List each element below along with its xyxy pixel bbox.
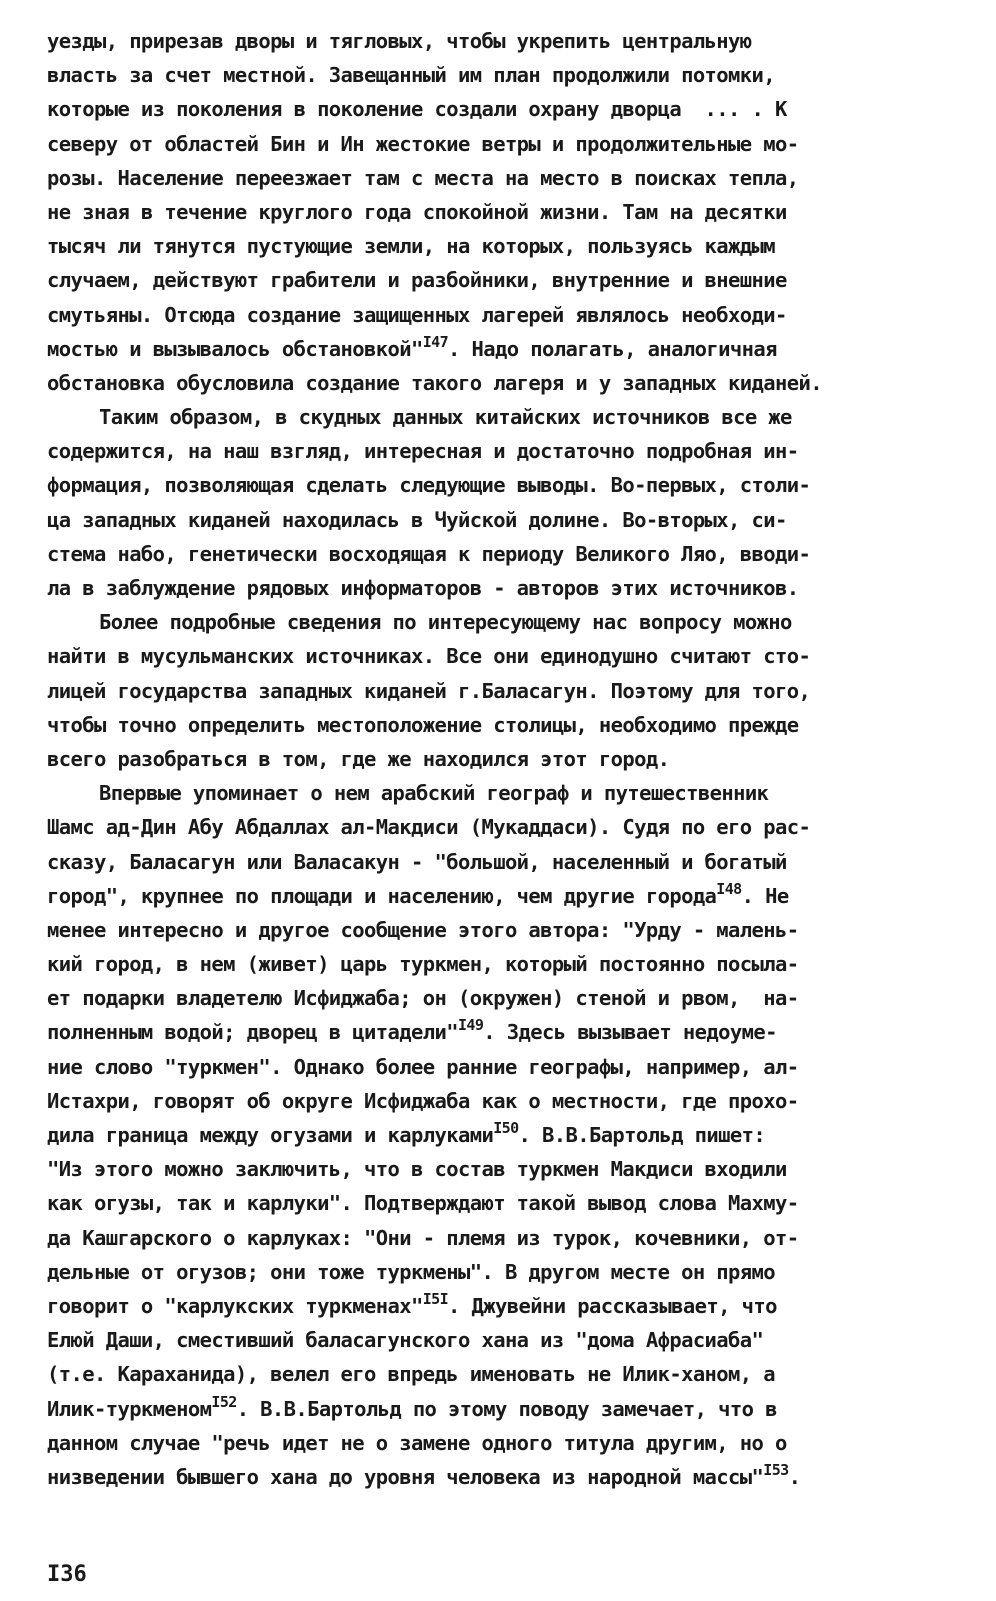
text-line xyxy=(47,639,967,673)
line-text: Таким образом, в скудных данных китайских источников все же xyxy=(99,405,792,430)
line-text: Илик-туркменом xyxy=(47,1396,212,1421)
text-line xyxy=(47,92,967,126)
line-text: власть за счет местной. Завещанный им план продолжили потомки, xyxy=(47,63,776,88)
line-text-continued: . В.В.Бартольд пишет: xyxy=(518,1123,766,1147)
text-line xyxy=(47,298,967,332)
line-text: Елюй Даши, сместивший баласагунского хана из "дома Афрасиаба" xyxy=(47,1328,764,1353)
text-line xyxy=(47,537,967,571)
text-line xyxy=(47,605,967,639)
footnote-reference: I5I xyxy=(422,1289,449,1308)
line-text: северу от областей Бин и Ин жестокие ветры и продолжительные мо- xyxy=(47,131,799,156)
footnote-reference: I52 xyxy=(211,1392,237,1411)
text-line xyxy=(47,400,967,434)
text-line xyxy=(47,1289,967,1323)
text-line xyxy=(47,24,967,58)
line-text: низведении бывшего хана до уровня человека из народной массы" xyxy=(47,1464,764,1489)
line-text: найти в мусульманских источниках. Все они единодушно считают сто- xyxy=(47,644,811,669)
line-text: обстановка обусловила создание такого лагеря и у западных киданей. xyxy=(47,370,822,395)
text-line xyxy=(47,947,967,981)
footnote-reference: I47 xyxy=(422,332,449,351)
text-line xyxy=(47,1426,967,1460)
text-line xyxy=(47,195,967,229)
text-line xyxy=(47,229,967,263)
line-text: тысяч ли тянутся пустующие земли, на которых, пользуясь каждым xyxy=(47,234,776,259)
text-line xyxy=(47,127,967,161)
line-text-continued: . Джувейни рассказывает, что xyxy=(448,1293,777,1318)
text-line xyxy=(47,1460,967,1494)
line-text: которые из поколения в поколение создали охрану дворца ... . К xyxy=(47,97,787,122)
line-text: город", крупнее по площади и населению, чем другие города xyxy=(47,883,717,908)
text-line xyxy=(47,845,967,879)
line-text: всего разобраться в том, где же находился этот город. xyxy=(47,746,670,771)
line-text: менее интересно и другое сообщение этого автора: "Урду - малень- xyxy=(47,917,799,942)
line-text: данном случае "речь идет не о замене одного титула другим, но о xyxy=(47,1430,787,1455)
line-text: ние слово "туркмен". Однако более ранние географы, например, ал- xyxy=(47,1054,799,1079)
text-line xyxy=(47,1084,967,1118)
line-text: мостью и вызывалось обстановкой" xyxy=(47,336,423,361)
line-text-continued: . Не xyxy=(741,883,789,908)
line-text: ла в заблуждение рядовых информаторов - авторов этих источников. xyxy=(47,576,799,600)
footnote-reference: I49 xyxy=(457,1016,484,1035)
line-text: полненным водой; дворец в цитадели" xyxy=(47,1020,458,1045)
text-line xyxy=(47,1118,967,1152)
line-text: ет подарки владетелю Исфиджаба; он (окружен) стеной и рвом, на- xyxy=(47,986,799,1011)
line-text: уезды, прирезав дворы и тягловых, чтобы укрепить центральную xyxy=(47,29,752,53)
text-line xyxy=(47,161,967,195)
line-text: лицей государства западных киданей г.Баласагун. Поэтому для того, xyxy=(47,678,811,703)
line-text: кий город, в нем (живет) царь туркмен, который постоянно посыла- xyxy=(47,952,799,977)
text-line xyxy=(47,468,967,502)
text-line xyxy=(47,1357,967,1391)
text-line xyxy=(47,434,967,468)
text-line xyxy=(47,879,967,913)
text-line xyxy=(47,1015,967,1049)
line-text: содержится, на наш взгляд, интересная и достаточно подробная ин- xyxy=(47,439,799,464)
text-line xyxy=(47,981,967,1015)
line-text: смутьяны. Отсюда создание защищенных лагерей являлось необходи- xyxy=(47,302,787,327)
text-line xyxy=(47,503,967,537)
text-line xyxy=(47,1323,967,1357)
line-text: (т.е. Караханида), велел его впредь именовать не Илик-ханом, а xyxy=(47,1362,776,1387)
text-line xyxy=(47,1152,967,1186)
text-line xyxy=(47,571,967,605)
text-line xyxy=(47,263,967,297)
line-text: как огузы, так и карлуки". Подтверждают такой вывод слова Махму- xyxy=(47,1191,799,1216)
page-number: I36 xyxy=(47,1562,87,1587)
text-line xyxy=(47,58,967,92)
text-line xyxy=(47,810,967,844)
line-text: говорит о "карлукских туркменах" xyxy=(47,1293,423,1318)
line-text: розы. Население переезжает там с места на место в поисках тепла, xyxy=(47,165,799,190)
line-text: Более подробные сведения по интересующему нас вопросу можно xyxy=(99,610,792,635)
text-line xyxy=(47,674,967,708)
line-text-continued: . xyxy=(788,1464,801,1489)
footnote-reference: I48 xyxy=(716,879,742,898)
text-line xyxy=(47,1255,967,1289)
text-line xyxy=(47,366,967,400)
text-line xyxy=(47,742,967,776)
text-line xyxy=(47,1050,967,1084)
text-line xyxy=(47,332,967,366)
document-page xyxy=(47,24,967,1494)
footnote-reference: I50 xyxy=(493,1119,519,1137)
line-text: Истахри, говорят об округе Исфиджаба как о местности, где прохо- xyxy=(47,1088,799,1113)
line-text: Впервые упоминает о нем арабский географ и путешественник xyxy=(99,781,769,806)
text-line xyxy=(47,708,967,742)
line-text: формация, позволяющая сделать следующие выводы. Во-первых, столи- xyxy=(47,473,811,498)
line-text: не зная в течение круглого года спокойной жизни. Там на десятки xyxy=(47,199,787,224)
text-line xyxy=(47,1186,967,1220)
text-line xyxy=(47,1392,967,1426)
line-text: сказу, Баласагун или Валасакун - "большой, населенный и богатый xyxy=(47,849,787,874)
line-text: чтобы точно определить местоположение столицы, необходимо прежде xyxy=(47,712,799,737)
line-text: да Кашгарского о карлуках: "Они - племя из турок, кочевники, от- xyxy=(47,1225,799,1250)
line-text: "Из этого можно заключить, что в состав туркмен Макдиси входили xyxy=(47,1157,787,1182)
line-text-continued: . Здесь вызывает недоуме- xyxy=(483,1020,777,1045)
line-text: стема набо, генетически восходящая к периоду Великого Ляо, вводи- xyxy=(47,541,811,566)
text-line xyxy=(47,913,967,947)
line-text: Шамс ад-Дин Абу Абдаллах ал-Макдиси (Мукаддаси). Судя по его рас- xyxy=(47,815,811,840)
footnote-reference: I53 xyxy=(763,1460,789,1479)
line-text: дила граница между огузами и карлуками xyxy=(47,1123,494,1147)
line-text-continued: . В.В.Бартольд по этому поводу замечает, что в xyxy=(236,1396,777,1421)
line-text: ца западных киданей находилась в Чуйской долине. Во-вторых, си- xyxy=(47,507,787,532)
line-text-continued: . Надо полагать, аналогичная xyxy=(448,336,777,361)
text-line xyxy=(47,776,967,810)
line-text: дельные от огузов; они тоже туркмены". В другом месте он прямо xyxy=(47,1259,776,1284)
line-text: случаем, действуют грабители и разбойники, внутренние и внешние xyxy=(47,268,787,293)
text-line xyxy=(47,1221,967,1255)
